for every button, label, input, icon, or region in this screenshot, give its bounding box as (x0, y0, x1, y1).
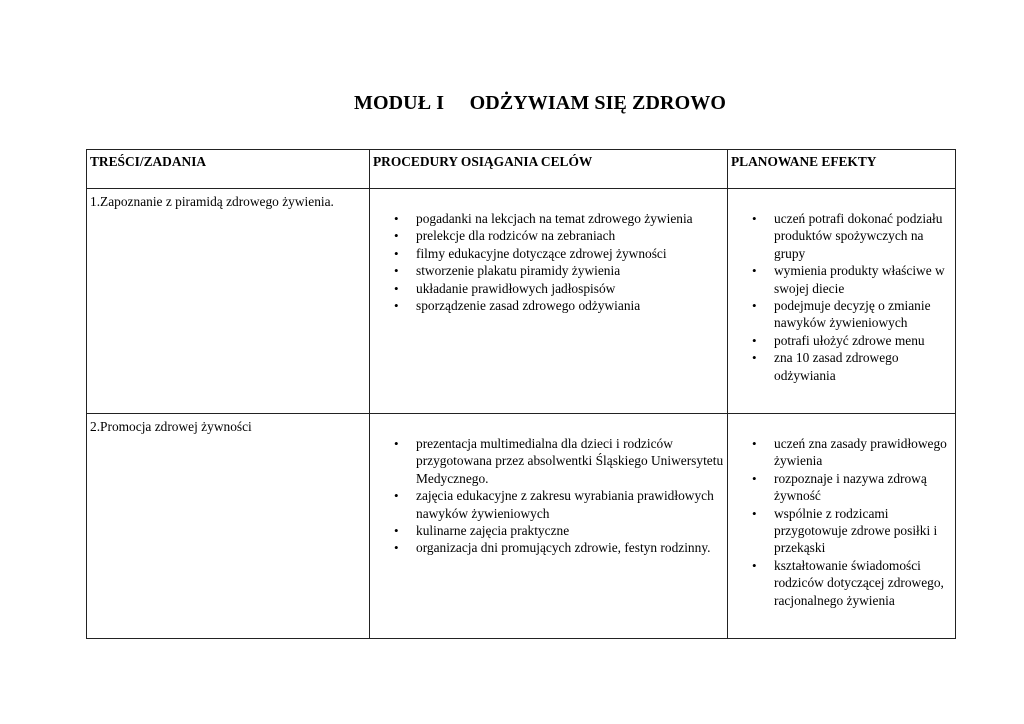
header-effects: PLANOWANE EFEKTY (728, 150, 956, 189)
cell-procedures (370, 414, 728, 639)
bullet-icon: • (394, 211, 399, 226)
bullet-icon: • (752, 470, 757, 486)
bullet-icon: • (394, 245, 399, 261)
header-procedures: PROCEDURY OSIĄGANIA CELÓW (370, 150, 728, 189)
bullet-icon: • (394, 263, 399, 279)
cell-procedures (370, 189, 728, 414)
list-item: • organizacja dni promujących zdrowie, festyn rodzinny. (394, 540, 711, 556)
procedures-list (370, 414, 727, 557)
list-item: • stworzenie plakatu piramidy żywienia (394, 263, 621, 279)
cell-task: 2.Promocja zdrowej żywności (87, 414, 370, 639)
bullet-icon: • (394, 280, 399, 296)
list-item: • podejmuje decyzję o zmianie nawyków żywieniowych (752, 298, 931, 331)
procedures-list (370, 189, 727, 314)
cell-effects (728, 414, 956, 639)
bullet-icon: • (752, 263, 757, 279)
bullet-icon: • (752, 332, 757, 348)
effects-list (728, 414, 955, 609)
effects-list (728, 189, 955, 384)
list-item: • wspólnie z rodzicami przygotowuje zdrowe posiłki i przekąski (752, 505, 938, 556)
page-title: MODUŁ I ODŻYWIAM SIĘ ZDROWO (353, 92, 727, 114)
list-item: • zna 10 zasad zdrowego odżywiania (752, 350, 899, 383)
header-tasks: TREŚCI/ZADANIA (87, 150, 370, 189)
bullet-icon: • (394, 540, 399, 556)
module-table (86, 149, 956, 639)
bullet-icon: • (394, 436, 399, 451)
table-row (87, 414, 956, 639)
list-item: • sporządzenie zasad zdrowego odżywiania (394, 298, 641, 314)
list-item: • kształtowanie świadomości rodziców dotyczącej zdrowego, racjonalnego żywienia (752, 557, 944, 608)
bullet-icon: • (752, 436, 757, 451)
bullet-icon: • (394, 298, 399, 314)
bullet-icon: • (752, 298, 757, 314)
bullet-icon: • (752, 211, 757, 226)
bullet-icon: • (394, 488, 399, 504)
bullet-icon: • (752, 505, 757, 521)
cell-effects (728, 189, 956, 414)
list-item: • pogadanki na lekcjach na temat zdrowego żywienia (394, 211, 693, 226)
list-item: • zajęcia edukacyjne z zakresu wyrabiania prawidłowych nawyków żywieniowych (394, 488, 714, 521)
bullet-icon: • (394, 228, 399, 244)
bullet-icon: • (752, 350, 757, 366)
table-header-row (87, 150, 956, 189)
list-item: • kulinarne zajęcia praktyczne (394, 523, 570, 539)
list-item: • prelekcje dla rodziców na zebraniach (394, 228, 616, 244)
cell-task: 1.Zapoznanie z piramidą zdrowego żywienia. (87, 189, 370, 414)
list-item: • rozpoznaje i nazywa zdrową żywność (752, 470, 927, 504)
list-item: • uczeń zna zasady prawidłowego żywienia (752, 436, 947, 469)
list-item: • wymienia produkty właściwe w swojej diecie (752, 263, 945, 296)
bullet-icon: • (394, 523, 399, 539)
list-item: • filmy edukacyjne dotyczące zdrowej żywności (394, 245, 667, 261)
table-row (87, 189, 956, 414)
bullet-icon: • (752, 557, 757, 573)
list-item: • potrafi ułożyć zdrowe menu (752, 332, 925, 348)
list-item: • układanie prawidłowych jadłospisów (394, 280, 616, 296)
list-item: • uczeń potrafi dokonać podziału produktów spożywczych na grupy (752, 211, 943, 261)
list-item: • prezentacja multimedialna dla dzieci i rodziców przygotowana przez absolwentki Śląskiego Uniwersytetu Medycznego. (394, 436, 724, 486)
